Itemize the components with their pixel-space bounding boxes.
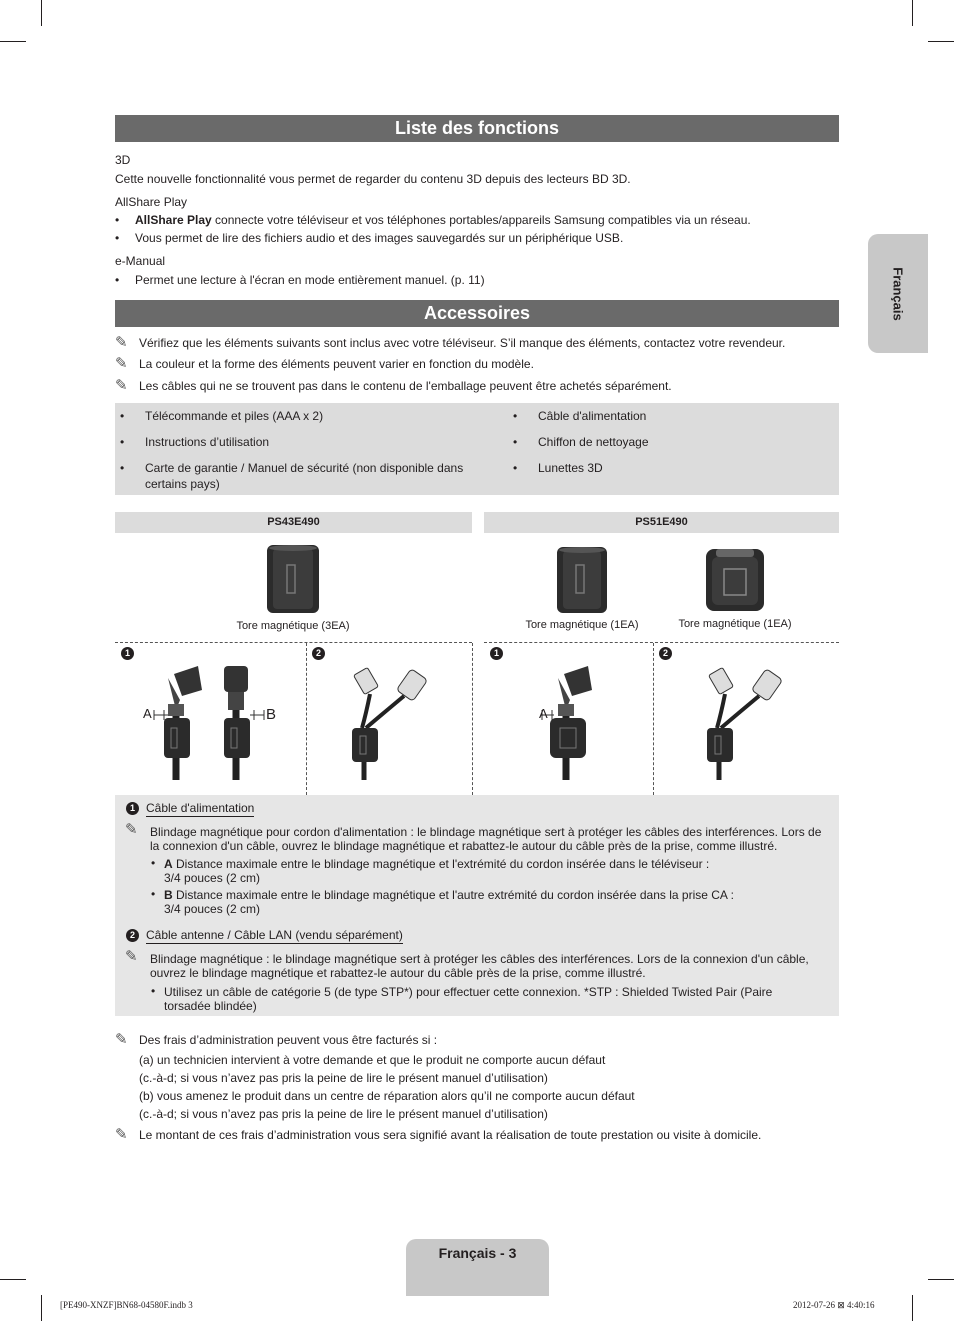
label-a: A <box>539 706 548 721</box>
ferrite-core-icon <box>555 545 609 615</box>
divider <box>472 643 473 795</box>
fees-line: (c.-à-d; si vous n’avez pas pris la peine de lire le présent manuel d’utilisation) <box>139 1107 548 1121</box>
allshare-b2-text: Vous permet de lire des fichiers audio et des images sauvegardés sur un périphérique USB. <box>135 231 624 245</box>
fees-line: (c.-à-d; si vous n’avez pas pris la peine de lire le présent manuel d’utilisation) <box>139 1071 548 1085</box>
crop-mark <box>0 41 26 42</box>
ferrite-core-icon <box>265 543 321 615</box>
cable-info-box <box>115 795 839 1016</box>
divider <box>306 643 307 795</box>
note-pencil-icon: ✎ <box>115 377 128 394</box>
bullet-dot: • <box>151 887 156 901</box>
fees-final: Le montant de ces frais d’administration vous sera signifié avant la réalisation de toute prestation ou visite à domicile. <box>139 1128 762 1142</box>
note-text: La couleur et la forme des éléments peuvent varier en fonction du modèle. <box>139 357 534 371</box>
note-line <box>115 335 785 351</box>
fees-line: (a) un technicien intervient à votre demande et que le produit ne comporte aucun défaut <box>139 1053 606 1067</box>
feature-allshare-title: AllShare Play <box>115 195 188 209</box>
accessory-item-label: Instructions d’utilisation <box>145 435 270 449</box>
allshare-bold: AllShare Play <box>135 213 212 227</box>
note-pencil-icon: ✎ <box>115 1126 128 1143</box>
bullet-dot: • <box>151 984 156 998</box>
power-cable-title: Câble d'alimentation <box>146 801 255 815</box>
power-cable-note: Blindage magnétique pour cordon d'alimentation : le blindage magnétique sert à protéger les câbles des interférences. Lors de la connexion d'un câble, ouvrez le blindage magnétique et rabattez-le autour du câble près de la prise, comme illustré. <box>150 825 822 853</box>
fees-final-note <box>115 1127 761 1143</box>
accessory-item-label: Lunettes 3D <box>538 461 603 475</box>
page-number-label: Français - 3 <box>438 1245 517 1261</box>
step-number: 1 <box>126 802 139 815</box>
crop-mark <box>928 41 954 42</box>
note-text: Vérifiez que les éléments suivants sont inclus avec votre téléviseur. S’il manque des éléments, contactez votre revendeur. <box>139 336 786 350</box>
distance-b-label: B <box>164 888 173 902</box>
note-text: Les câbles qui ne se trouvent pas dans le contenu de l'emballage peuvent être achetés séparément. <box>139 379 672 393</box>
note-line <box>115 356 534 372</box>
ferrite-caption: Tore magnétique (1EA) <box>678 618 792 630</box>
feature-allshare-bullet: • Vous permet de lire des fichiers audio et des images sauvegardés sur un périphérique USB. <box>115 231 624 245</box>
step-number: 1 <box>121 647 134 660</box>
antenna-cable-title: Câble antenne / Câble LAN (vendu séparément) <box>146 928 403 942</box>
accessory-item-label: Câble d'alimentation <box>538 409 647 423</box>
note-line <box>115 378 672 394</box>
distance-b-text: Distance maximale entre le blindage magnétique et l'autre extrémité du cordon insérée dans la prise CA : <box>172 888 734 902</box>
feature-3d-title: 3D <box>115 153 131 167</box>
accessory-item-label: Chiffon de nettoyage <box>538 435 649 449</box>
crop-mark <box>912 1295 913 1321</box>
accessories-list-box: • Télécommande et piles (AAA x 2) • Instructions d’utilisation • Carte de garantie / Manuel de sécurité (non disponible dans certains pays) • Câble d'alimentation • Chiffon de nettoyage • Lunettes 3D <box>115 403 839 495</box>
step-number: 2 <box>659 647 672 660</box>
antenna-lan-illustration <box>695 664 795 782</box>
pencil-icon: ✎ <box>125 948 138 965</box>
features-section-title: Liste des fonctions <box>115 115 839 142</box>
emanual-b1-text: Permet une lecture à l'écran en mode entièrement manuel. (p. 11) <box>135 273 485 287</box>
feature-emanual-bullet: • Permet une lecture à l'écran en mode entièrement manuel. (p. 11) <box>115 273 485 287</box>
crop-mark <box>0 1279 26 1280</box>
ferrite-caption: Tore magnétique (1EA) <box>525 619 639 631</box>
ferrite-caption: Tore magnétique (3EA) <box>236 620 350 632</box>
feature-3d-text: Cette nouvelle fonctionnalité vous permet de regarder du contenu 3D depuis des lecteurs BD 3D. <box>115 172 631 186</box>
print-file-info: [PE490-XNZF]BN68-04580F.indb 3 <box>60 1300 193 1310</box>
note-pencil-icon: ✎ <box>115 334 128 351</box>
accessories-section-title: Accessoires <box>115 300 839 327</box>
power-distance-b <box>164 888 824 916</box>
power-cord-illustration <box>534 660 614 782</box>
crop-mark <box>41 0 42 26</box>
divider <box>653 643 654 795</box>
language-side-tab <box>868 234 928 353</box>
bullet-dot: • <box>151 856 156 870</box>
note-pencil-icon: ✎ <box>115 1031 128 1048</box>
print-date-info: 2012-07-26 ⊠ 4:40:16 <box>793 1300 875 1310</box>
model-header-ps51: PS51E490 <box>484 512 839 533</box>
distance-a-text: Distance maximale entre le blindage magnétique et l'extrémité du cordon insérée dans le téléviseur : <box>172 857 710 871</box>
divider <box>115 642 472 643</box>
feature-emanual-title: e-Manual <box>115 254 166 268</box>
step-number: 2 <box>312 647 325 660</box>
crop-mark <box>41 1295 42 1321</box>
crop-mark <box>928 1279 954 1280</box>
label-a: A <box>143 706 152 721</box>
feature-allshare-bullet: • AllShare Play connecte votre téléviseur et vos téléphones portables/appareils Samsung compatibles via un réseau. <box>115 213 751 227</box>
accessory-item-label: Télécommande et piles (AAA x 2) <box>145 409 324 423</box>
page-number-tab <box>406 1239 549 1296</box>
fees-note <box>115 1032 437 1048</box>
antenna-cable-bullet: Utilisez un câble de catégorie 5 (de type STP*) pour effectuer cette connexion. *STP : Shielded Twisted Pair (Paire torsadée blindée) <box>164 985 773 1013</box>
ferrite-core-icon <box>704 547 766 613</box>
distance-a-value: 3/4 pouces (2 cm) <box>164 871 261 885</box>
pencil-icon: ✎ <box>125 821 138 838</box>
antenna-cable-note: Blindage magnétique : le blindage magnétique sert à protéger les câbles des interférences. Lors de la connexion d'un câble, ouvrez le blindage magnétique et rabattez-le autour du câble près de la prise, comme illustré. <box>150 952 809 980</box>
model-header-ps43: PS43E490 <box>115 512 472 533</box>
antenna-lan-illustration <box>340 664 440 782</box>
distance-b-value: 3/4 pouces (2 cm) <box>164 902 261 916</box>
distance-a-label: A <box>164 857 173 871</box>
note-pencil-icon: ✎ <box>115 355 128 372</box>
allshare-rest: connecte votre téléviseur et vos téléphones portables/appareils Samsung compatibles via un réseau. <box>211 213 751 227</box>
step-number: 2 <box>126 929 139 942</box>
language-side-tab-label: Français <box>890 267 906 321</box>
accessory-item-label: Carte de garantie / Manuel de sécurité (non disponible dans certains pays) <box>145 461 464 491</box>
label-b: B <box>266 706 277 723</box>
fees-intro: Des frais d’administration peuvent vous être facturés si : <box>139 1033 438 1047</box>
crop-mark <box>912 0 913 26</box>
step-number: 1 <box>490 647 503 660</box>
fees-line: (b) vous amenez le produit dans un centre de réparation alors qu’il ne comporte aucun défaut <box>139 1089 635 1103</box>
divider <box>484 642 839 643</box>
power-distance-a <box>164 857 824 885</box>
